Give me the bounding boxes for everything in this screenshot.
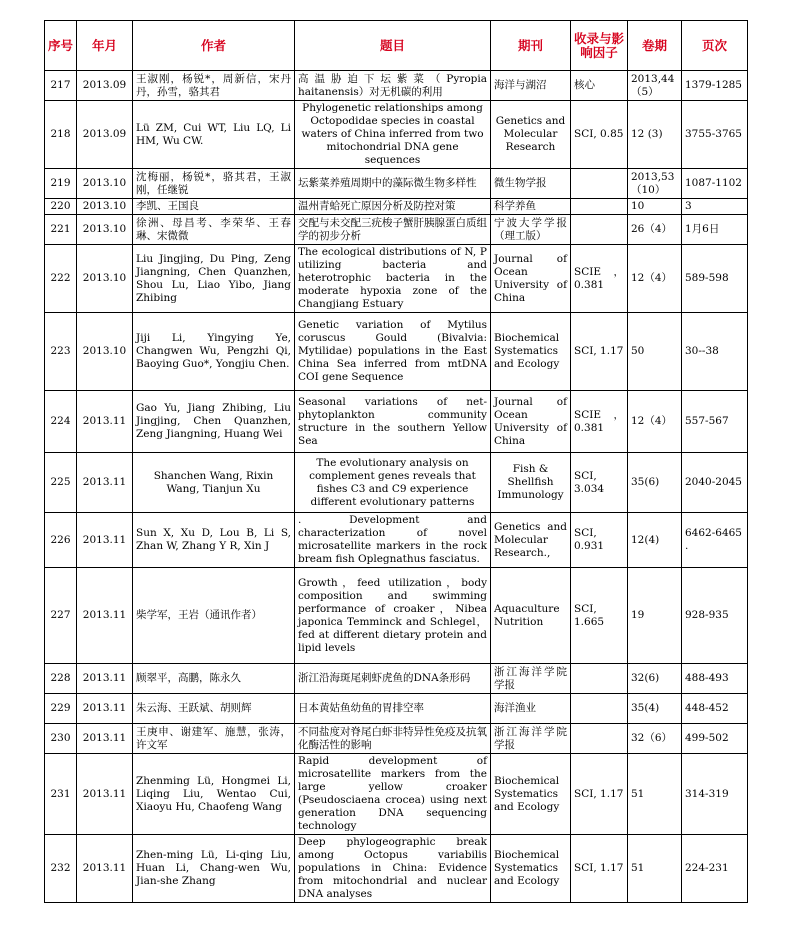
- row-date: 2013.11: [77, 513, 133, 568]
- row-journal: 浙江海洋学院学报: [491, 724, 571, 754]
- header-date: 年月: [77, 21, 133, 71]
- table-row: [45, 453, 748, 513]
- row-number: 229: [45, 694, 77, 724]
- row-number: 227: [45, 568, 77, 664]
- row-authors: Sun X, Xu D, Lou B, Li S, Zhan W, Zhang Y R, Xin J: [133, 513, 295, 568]
- row-journal: Aquaculture Nutrition: [491, 568, 571, 664]
- row-journal: 宁波大学学报（理工版）: [491, 215, 571, 245]
- table-row: [45, 169, 748, 199]
- row-journal: Genetics and Molecular Research.,: [491, 513, 571, 568]
- row-index: [571, 215, 628, 245]
- row-pages: 1379-1285: [682, 71, 748, 101]
- row-date: 2013.11: [77, 754, 133, 835]
- row-authors: Liu Jingjing, Du Ping, Zeng Jiangning, Chen Quanzhen, Shou Lu, Liao Yibo, Jiang Zhibing: [133, 245, 295, 313]
- row-pages: 1087-1102: [682, 169, 748, 199]
- row-title: Genetic variation of Mytilus coruscus Gould (Bivalvia: Mytilidae) populations in the East China Sea inferred from mtDNA COI gene Sequence: [295, 313, 491, 391]
- row-title: 坛紫菜养殖周期中的藻际微生物多样性: [295, 169, 491, 199]
- row-volume: 12（4）: [628, 391, 682, 453]
- row-index: [571, 169, 628, 199]
- header-journal: 期刊: [491, 21, 571, 71]
- row-journal: Biochemical Systematics and Ecology: [491, 835, 571, 903]
- row-title: Seasonal variations of net-phytoplankton community structure in the southern Yellow Sea: [295, 391, 491, 453]
- row-authors: Jiji Li, Yingying Ye, Changwen Wu, Pengzhi Qi, Baoying Guo*, Yongjiu Chen.: [133, 313, 295, 391]
- row-authors: 王淑刚，杨锐*，周新信，宋丹丹，孙雪，骆其君: [133, 71, 295, 101]
- row-index: [571, 694, 628, 724]
- header-index: 收录与影响因子: [571, 21, 628, 71]
- table-row: [45, 199, 748, 215]
- row-index: SCI, 0.931: [571, 513, 628, 568]
- row-pages: 3755-3765: [682, 101, 748, 169]
- row-journal: Journal of Ocean University of China: [491, 391, 571, 453]
- row-volume: 2013,53（10）: [628, 169, 682, 199]
- row-title: Deep phylogeographic break among Octopus variabilis populations in China: Evidence from mitochondrial and nuclear DNA analyses: [295, 835, 491, 903]
- row-pages: 6462-6465 .: [682, 513, 748, 568]
- row-pages: 448-452: [682, 694, 748, 724]
- table-row: [45, 835, 748, 903]
- row-volume: 2013,44（5）: [628, 71, 682, 101]
- row-index: [571, 199, 628, 215]
- row-authors: 顾翠平，高鹏，陈永久: [133, 664, 295, 694]
- row-pages: 2040-2045: [682, 453, 748, 513]
- header-row: [45, 21, 748, 71]
- row-date: 2013.11: [77, 664, 133, 694]
- row-date: 2013.11: [77, 453, 133, 513]
- row-date: 2013.10: [77, 245, 133, 313]
- row-number: 224: [45, 391, 77, 453]
- row-index: SCIE，0.381: [571, 245, 628, 313]
- table-row: [45, 568, 748, 664]
- row-index: SCI, 3.034: [571, 453, 628, 513]
- table-row: [45, 313, 748, 391]
- row-number: 232: [45, 835, 77, 903]
- header-pages: 页次: [682, 21, 748, 71]
- row-index: SCI, 1.665: [571, 568, 628, 664]
- row-number: 228: [45, 664, 77, 694]
- row-volume: 32（6）: [628, 724, 682, 754]
- row-authors: 李凯、王国良: [133, 199, 295, 215]
- row-number: 217: [45, 71, 77, 101]
- row-journal: 科学养鱼: [491, 199, 571, 215]
- row-date: 2013.09: [77, 71, 133, 101]
- row-volume: 12(4): [628, 513, 682, 568]
- row-date: 2013.10: [77, 215, 133, 245]
- row-number: 231: [45, 754, 77, 835]
- row-date: 2013.10: [77, 199, 133, 215]
- table-row: [45, 694, 748, 724]
- row-number: 221: [45, 215, 77, 245]
- row-authors: Lü ZM, Cui WT, Liu LQ, Li HM, Wu CW.: [133, 101, 295, 169]
- row-volume: 51: [628, 835, 682, 903]
- row-date: 2013.11: [77, 694, 133, 724]
- table-row: [45, 215, 748, 245]
- row-pages: 488-493: [682, 664, 748, 694]
- row-volume: 35(4): [628, 694, 682, 724]
- table-row: [45, 245, 748, 313]
- row-pages: 3: [682, 199, 748, 215]
- row-title: 不同盐度对脊尾白虾非特异性免疫及抗氧化酶活性的影响: [295, 724, 491, 754]
- row-date: 2013.11: [77, 568, 133, 664]
- row-title: Phylogenetic relationships among Octopodidae species in coastal waters of China inferred from two mitochondrial DNA gene sequences: [295, 101, 491, 169]
- row-date: 2013.11: [77, 835, 133, 903]
- row-authors: Zhen-ming Lü, Li-qing Liu, Huan Li, Chang-wen Wu, Jian-she Zhang: [133, 835, 295, 903]
- row-journal: Biochemical Systematics and Ecology: [491, 754, 571, 835]
- row-volume: 10: [628, 199, 682, 215]
- row-authors: 朱云海、王跃斌、胡则辉: [133, 694, 295, 724]
- row-number: 226: [45, 513, 77, 568]
- header-authors: 作者: [133, 21, 295, 71]
- row-journal: 微生物学报: [491, 169, 571, 199]
- row-volume: 35(6): [628, 453, 682, 513]
- table-body: [45, 71, 748, 903]
- header-title: 题目: [295, 21, 491, 71]
- row-date: 2013.11: [77, 391, 133, 453]
- row-number: 218: [45, 101, 77, 169]
- row-title: . Development and characterization of novel microsatellite markers in the rock bream fish Oplegnathus fasciatus.: [295, 513, 491, 568]
- row-pages: 499-502: [682, 724, 748, 754]
- row-title: 交配与未交配三疣梭子蟹肝胰腺蛋白质组学的初步分析: [295, 215, 491, 245]
- row-journal: Genetics and Molecular Research: [491, 101, 571, 169]
- table-row: [45, 71, 748, 101]
- row-pages: 589-598: [682, 245, 748, 313]
- row-title: Rapid development of microsatellite markers from the large yellow croaker (Pseudosciaena crocea) using next generation DNA sequencing technology: [295, 754, 491, 835]
- row-authors: 沈梅丽，杨锐*，骆其君，王淑刚，任继锐: [133, 169, 295, 199]
- row-index: SCI, 1.17: [571, 754, 628, 835]
- row-index: [571, 664, 628, 694]
- row-index: [571, 724, 628, 754]
- row-volume: 12（4）: [628, 245, 682, 313]
- row-index: 核心: [571, 71, 628, 101]
- row-journal: Journal of Ocean University of China: [491, 245, 571, 313]
- row-number: 223: [45, 313, 77, 391]
- row-title: The evolutionary analysis on complement genes reveals that fishes C3 and C9 experience different evolutionary patterns: [295, 453, 491, 513]
- publication-list: [44, 20, 747, 903]
- row-volume: 32(6): [628, 664, 682, 694]
- table-row: [45, 391, 748, 453]
- row-journal: 海洋渔业: [491, 694, 571, 724]
- row-journal: Fish & Shellfish Immunology: [491, 453, 571, 513]
- row-pages: 224-231: [682, 835, 748, 903]
- row-date: 2013.10: [77, 313, 133, 391]
- row-pages: 557-567: [682, 391, 748, 453]
- table-row: [45, 724, 748, 754]
- row-authors: Shanchen Wang, Rixin Wang, Tianjun Xu: [133, 453, 295, 513]
- row-volume: 12 (3): [628, 101, 682, 169]
- table-row: [45, 754, 748, 835]
- row-date: 2013.09: [77, 101, 133, 169]
- row-authors: 徐洲、母昌考、李荣华、王春琳、宋微微: [133, 215, 295, 245]
- row-number: 230: [45, 724, 77, 754]
- row-title: 日本黄姑鱼幼鱼的胃排空率: [295, 694, 491, 724]
- row-title: Growth，feed utilization，body composition and swimming performance of croaker，Nibea japonica Temminck and Schlegel，fed at different dietary protein and lipid levels: [295, 568, 491, 664]
- table-row: [45, 101, 748, 169]
- table-row: [45, 513, 748, 568]
- row-journal: 浙江海洋学院学报: [491, 664, 571, 694]
- header-no: 序号: [45, 21, 77, 71]
- row-index: SCI, 1.17: [571, 835, 628, 903]
- row-volume: 51: [628, 754, 682, 835]
- row-authors: 王庚申、谢建军、施慧，张涛，许文军: [133, 724, 295, 754]
- row-journal: Biochemical Systematics and Ecology: [491, 313, 571, 391]
- row-authors: Gao Yu, Jiang Zhibing, Liu Jingjing, Chen Quanzhen, Zeng Jiangning, Huang Wei: [133, 391, 295, 453]
- table-row: [45, 664, 748, 694]
- row-authors: Zhenming Lü, Hongmei Li, Liqing Liu, Wentao Cui, Xiaoyu Hu, Chaofeng Wang: [133, 754, 295, 835]
- header-volume: 卷期: [628, 21, 682, 71]
- row-pages: 30--38: [682, 313, 748, 391]
- row-number: 220: [45, 199, 77, 215]
- row-index: SCIE，0.381: [571, 391, 628, 453]
- row-title: 浙江沿海斑尾刺虾虎鱼的DNA条形码: [295, 664, 491, 694]
- row-title: 温州青蛤死亡原因分析及防控对策: [295, 199, 491, 215]
- row-index: SCI, 1.17: [571, 313, 628, 391]
- row-number: 225: [45, 453, 77, 513]
- row-date: 2013.10: [77, 169, 133, 199]
- row-number: 219: [45, 169, 77, 199]
- row-title: The ecological distributions of N, P utilizing bacteria and heterotrophic bacteria in the moderate hypoxia zone of the Changjiang Estuary: [295, 245, 491, 313]
- row-volume: 50: [628, 313, 682, 391]
- row-pages: 1月6日: [682, 215, 748, 245]
- row-title: 高温胁迫下坛紫菜（Pyropia haitanensis）对无机碳的利用: [295, 71, 491, 101]
- row-number: 222: [45, 245, 77, 313]
- row-volume: 19: [628, 568, 682, 664]
- row-pages: 928-935: [682, 568, 748, 664]
- row-pages: 314-319: [682, 754, 748, 835]
- row-index: SCI, 0.85: [571, 101, 628, 169]
- publication-table: [44, 20, 748, 903]
- row-authors: 柴学军，王岩（通讯作者）: [133, 568, 295, 664]
- row-journal: 海洋与湖沼: [491, 71, 571, 101]
- row-volume: 26（4）: [628, 215, 682, 245]
- row-date: 2013.11: [77, 724, 133, 754]
